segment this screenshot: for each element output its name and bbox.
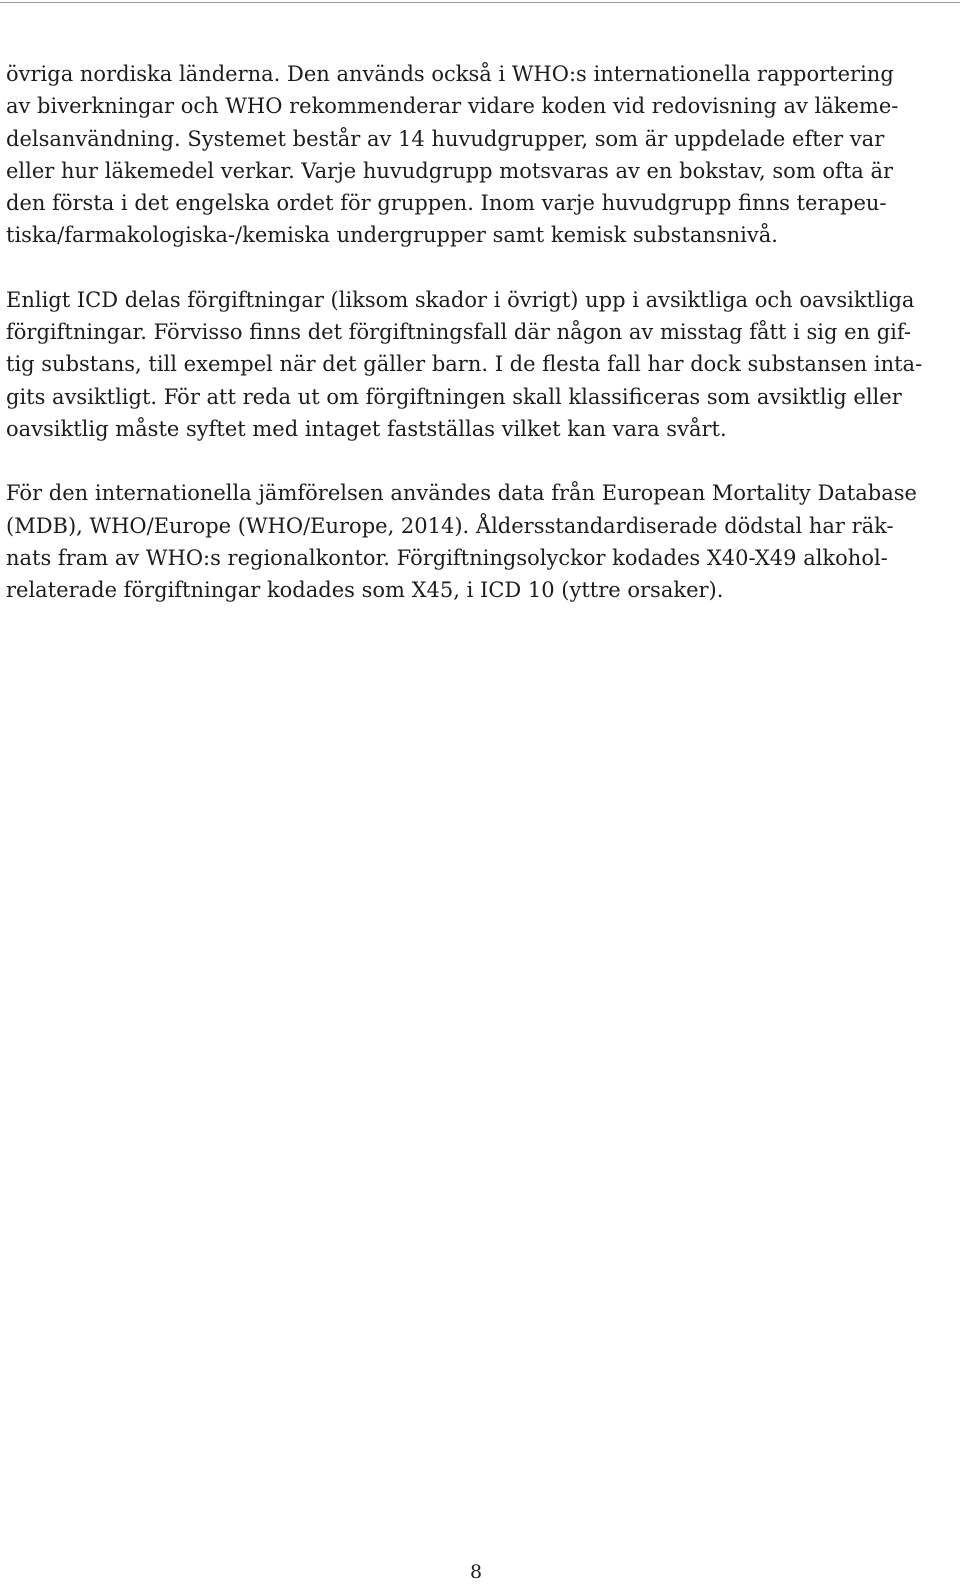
text-line: oavsiktlig måste syftet med intaget fastställas vilket kan vara svårt. bbox=[6, 416, 727, 441]
text-line: övriga nordiska länderna. Den används också i WHO:s internationella rapportering bbox=[6, 62, 894, 86]
text-line: av biverkningar och WHO rekommenderar vidare koden vid redovisning av läkeme- bbox=[6, 94, 899, 119]
top-rule bbox=[0, 2, 960, 3]
paragraph-atc-classification bbox=[6, 58, 948, 252]
text-line: förgiftningar. Förvisso finns det förgiftningsfall där någon av misstag fått i sig en gif- bbox=[6, 320, 911, 345]
body-text bbox=[6, 58, 948, 638]
text-line: För den internationella jämförelsen användes data från European Mortality Database bbox=[6, 481, 917, 506]
page-number: 8 bbox=[470, 1561, 483, 1583]
text-line: den första i det engelska ordet för gruppen. Inom varje huvudgrupp finns terapeu- bbox=[6, 191, 887, 216]
text-line: relaterade förgiftningar kodades som X45, i ICD 10 (yttre orsaker). bbox=[6, 578, 724, 603]
text-line: (MDB), WHO/Europe (WHO/Europe, 2014). Åldersstandardiserade dödstal har räk- bbox=[6, 513, 894, 538]
paragraph-international-comparison bbox=[6, 477, 948, 606]
text-line: Enligt ICD delas förgiftningar (liksom skador i övrigt) upp i avsiktliga och oavsiktliga bbox=[6, 287, 915, 312]
text-line: eller hur läkemedel verkar. Varje huvudgrupp motsvaras av en bokstav, som ofta är bbox=[6, 158, 894, 183]
text-line: nats fram av WHO:s regionalkontor. Förgiftningsolyckor kodades X40-X49 alkohol- bbox=[6, 545, 888, 570]
text-line: delsanvändning. Systemet består av 14 huvudgrupper, som är uppdelade efter var bbox=[6, 126, 885, 151]
text-line: tiska/farmakologiska-/kemiska undergrupper samt kemisk substansnivå. bbox=[6, 223, 778, 248]
paragraph-icd-poisonings bbox=[6, 284, 948, 445]
text-line: gits avsiktligt. För att reda ut om förgiftningen skall klassificeras som avsiktlig eller bbox=[6, 384, 902, 409]
text-line: tig substans, till exempel när det gäller barn. I de flesta fall har dock substansen inta- bbox=[6, 352, 923, 377]
